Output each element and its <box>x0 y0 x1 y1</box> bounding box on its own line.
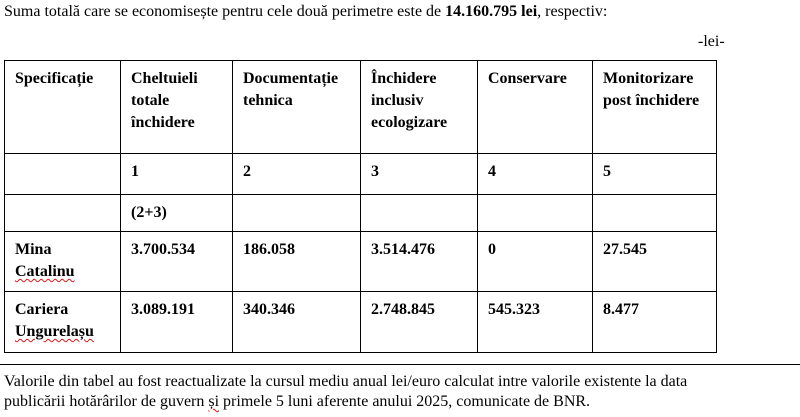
header-row <box>5 61 717 154</box>
footnote-line2-wavy: și <box>208 393 220 410</box>
value-cell: 3.089.191 <box>121 292 233 353</box>
value-cell: 27.545 <box>593 232 717 292</box>
header-cell: Conservare <box>478 61 593 154</box>
row-name-line2: Catalinu <box>15 263 75 280</box>
row-name-cell <box>5 232 121 292</box>
unit-label: -lei- <box>698 33 725 50</box>
value-cell: 3.700.534 <box>121 232 233 292</box>
index-cell <box>5 154 121 195</box>
footnote-line2-before: publicării hotărârilor de guvern <box>4 393 209 410</box>
value-cell: 545.323 <box>478 292 593 353</box>
header-cell: Specificație <box>5 61 121 154</box>
index-cell: 4 <box>478 154 593 195</box>
value-cell: 2.748.845 <box>361 292 478 353</box>
formula-cell <box>233 195 361 232</box>
formula-cell <box>5 195 121 232</box>
row-name-cell <box>5 292 121 353</box>
row-name-line1: Cariera <box>15 301 69 318</box>
total-amount: 14.160.795 lei <box>445 3 538 20</box>
intro-text-after: , respectiv: <box>537 3 608 20</box>
intro-sentence <box>4 2 607 22</box>
formula-cell <box>593 195 717 232</box>
footnote <box>4 372 800 412</box>
formula-cell <box>478 195 593 232</box>
index-cell: 1 <box>121 154 233 195</box>
formula-cell: (2+3) <box>121 195 233 232</box>
table-row-mina-catalinu <box>5 232 717 292</box>
header-cell: Documentație tehnica <box>233 61 361 154</box>
index-cell: 2 <box>233 154 361 195</box>
section-divider <box>0 364 800 365</box>
row-name-line2: Ungurelașu <box>15 323 94 340</box>
header-cell: Monitorizare post închidere <box>593 61 717 154</box>
table-row-cariera-ungurelasu <box>5 292 717 353</box>
value-cell: 186.058 <box>233 232 361 292</box>
value-cell: 340.346 <box>233 292 361 353</box>
footnote-line2-after: primele 5 luni aferente anului 2025, comunicate de BNR. <box>219 393 591 410</box>
index-cell: 3 <box>361 154 478 195</box>
index-cell: 5 <box>593 154 717 195</box>
intro-text-before: Suma totală care se economisește pentru cele două perimetre este de <box>4 3 446 20</box>
header-cell: Închidere inclusiv ecologizare <box>361 61 478 154</box>
value-cell: 0 <box>478 232 593 292</box>
value-cell: 8.477 <box>593 292 717 353</box>
row-name-line1: Mina <box>15 241 52 258</box>
formula-cell <box>361 195 478 232</box>
header-cell: Cheltuieli totale închidere <box>121 61 233 154</box>
value-cell: 3.514.476 <box>361 232 478 292</box>
footnote-line1: Valorile din tabel au fost reactualizate la cursul mediu anual lei/euro calculat intre valorile existente la data <box>4 373 688 390</box>
cost-table <box>4 60 717 353</box>
formula-row <box>5 195 717 232</box>
index-row <box>5 154 717 195</box>
